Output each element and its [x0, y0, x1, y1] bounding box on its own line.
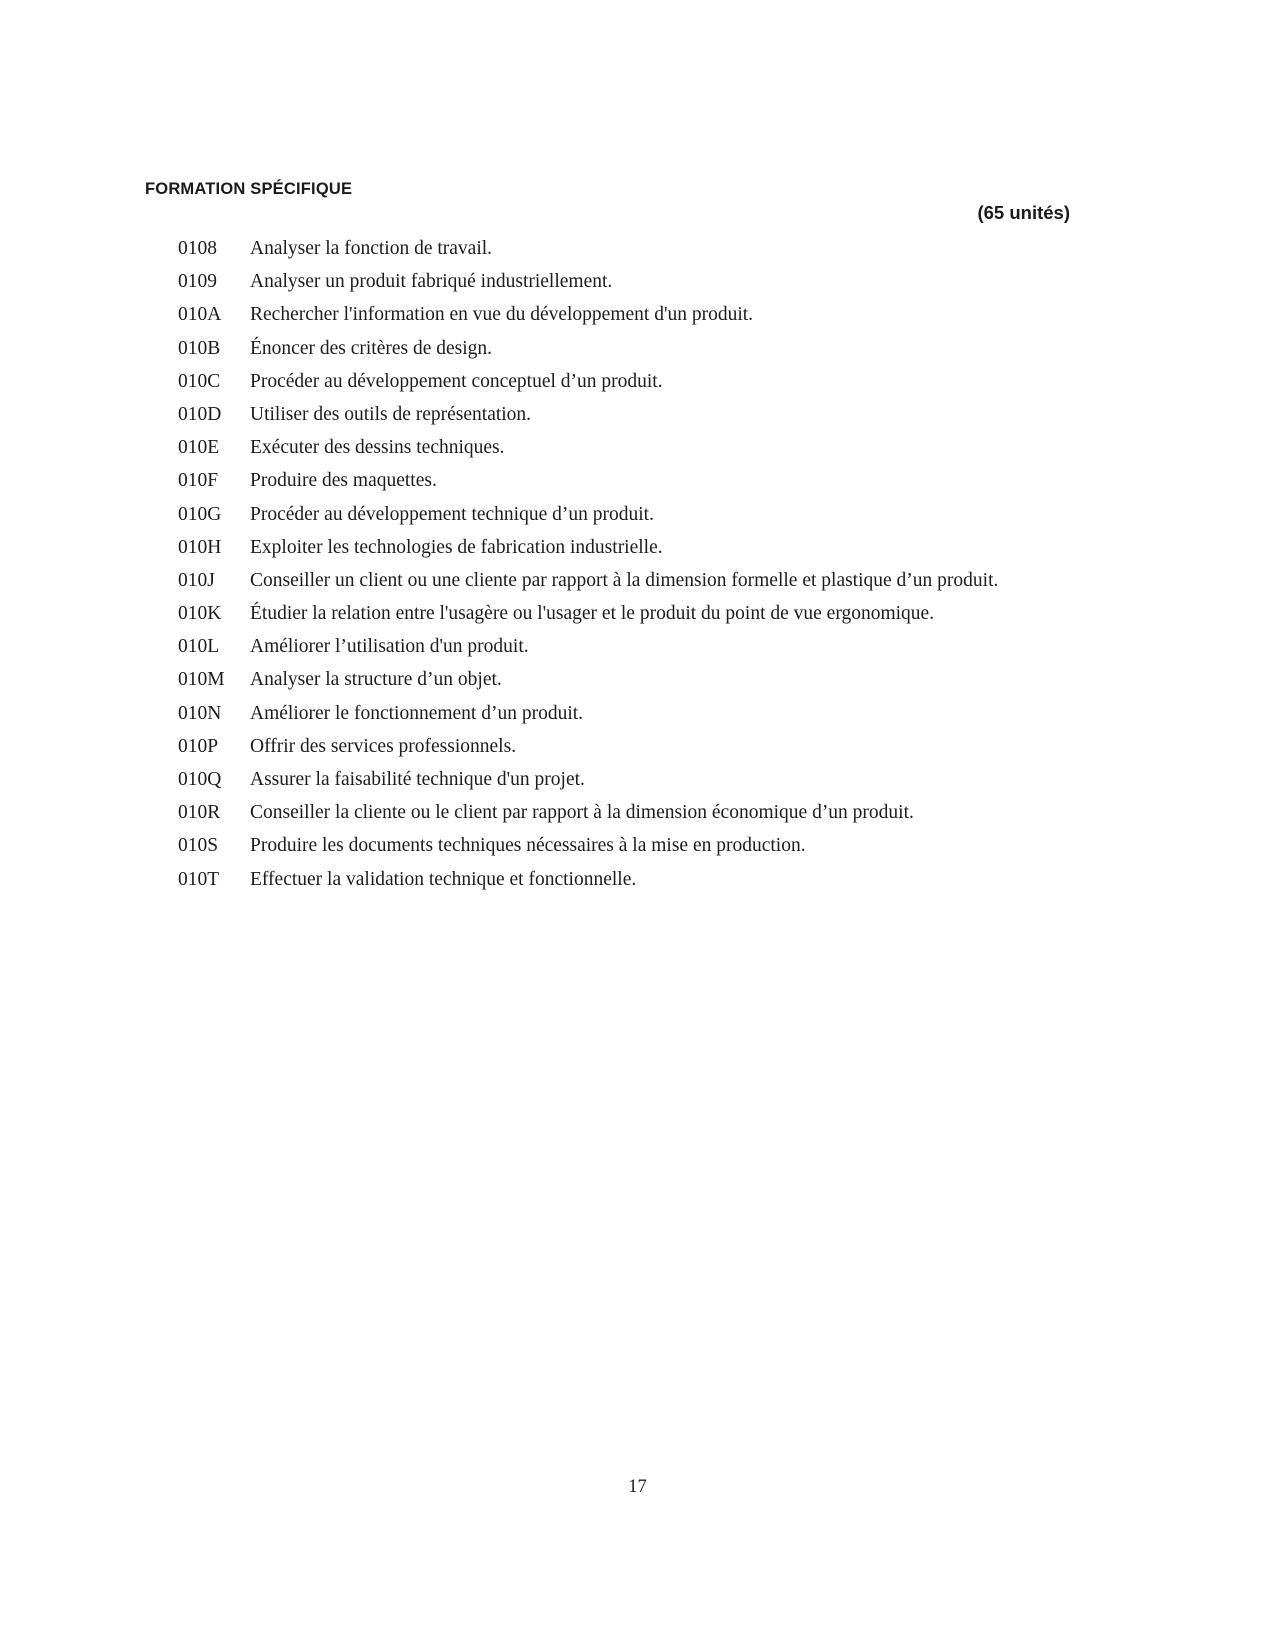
course-text: Exploiter les technologies de fabrication industrielle.	[250, 536, 663, 558]
course-row	[178, 337, 1038, 362]
course-row	[178, 702, 1038, 727]
course-text: Offrir des services professionnels.	[250, 735, 517, 757]
course-row	[178, 569, 1038, 594]
course-code: 010F	[178, 470, 219, 492]
course-row	[178, 834, 1038, 859]
course-code: 010L	[178, 636, 220, 658]
course-list	[178, 237, 1038, 901]
course-text: Étudier la relation entre l'usagère ou l'usager et le produit du point de vue ergonomique.	[250, 603, 935, 625]
page-number: 17	[628, 1477, 647, 1497]
course-code: 010A	[178, 304, 222, 326]
course-text: Analyser la fonction de travail.	[250, 238, 493, 259]
course-text: Produire des maquettes.	[250, 470, 437, 492]
course-row	[178, 668, 1038, 693]
course-row	[178, 801, 1038, 826]
course-code: 010R	[178, 802, 221, 824]
section-title: FORMATION SPÉCIFIQUE	[145, 180, 353, 198]
course-text: Produire les documents techniques nécessaires à la mise en production.	[250, 835, 806, 857]
course-text: Analyser un produit fabriqué industriellement.	[250, 271, 613, 293]
course-row	[178, 768, 1038, 793]
course-row	[178, 868, 1038, 893]
course-code: 010T	[178, 868, 220, 890]
course-row	[178, 403, 1038, 428]
course-text: Procéder au développement conceptuel d’un produit.	[250, 370, 663, 392]
course-code: 010P	[178, 735, 219, 757]
course-code: 010Q	[178, 769, 222, 790]
course-row	[178, 503, 1038, 528]
course-code: 010G	[178, 503, 222, 525]
course-text: Énoncer des critères de design.	[250, 337, 493, 359]
course-code: 010K	[178, 603, 222, 625]
course-code: 010S	[178, 835, 219, 857]
course-text: Améliorer le fonctionnement d’un produit.	[250, 702, 584, 724]
course-row	[178, 635, 1038, 660]
course-text: Effectuer la validation technique et fonctionnelle.	[250, 868, 637, 890]
course-row	[178, 536, 1038, 561]
course-text: Exécuter des dessins techniques.	[250, 437, 505, 459]
course-text: Analyser la structure d’un objet.	[250, 669, 502, 691]
course-code: 0109	[178, 271, 217, 293]
course-row	[178, 436, 1038, 461]
course-row	[178, 735, 1038, 760]
course-code: 010M	[178, 669, 225, 691]
course-text: Améliorer l’utilisation d'un produit.	[250, 636, 529, 658]
course-text: Conseiller un client ou une cliente par rapport à la dimension formelle et plastique d’un produit.	[250, 569, 999, 591]
course-code: 010J	[178, 569, 215, 591]
course-row	[178, 270, 1038, 295]
course-code: 010E	[178, 437, 220, 459]
course-row	[178, 370, 1038, 395]
course-row	[178, 469, 1038, 494]
course-text: Conseiller la cliente ou le client par rapport à la dimension économique d’un produit.	[250, 802, 914, 824]
course-text: Rechercher l'information en vue du développement d'un produit.	[250, 304, 754, 326]
course-code: 010D	[178, 403, 222, 425]
course-code: 010B	[178, 337, 221, 359]
units-label: (65 unités)	[977, 202, 1070, 223]
course-row	[178, 237, 1038, 262]
course-text: Assurer la faisabilité technique d'un projet.	[250, 769, 585, 790]
course-text: Utiliser des outils de représentation.	[250, 403, 532, 425]
course-row	[178, 303, 1038, 328]
course-code: 0108	[178, 238, 217, 259]
course-code: 010N	[178, 702, 222, 724]
course-row	[178, 602, 1038, 627]
course-text: Procéder au développement technique d’un produit.	[250, 503, 654, 525]
course-code: 010C	[178, 370, 221, 392]
course-code: 010H	[178, 536, 222, 558]
